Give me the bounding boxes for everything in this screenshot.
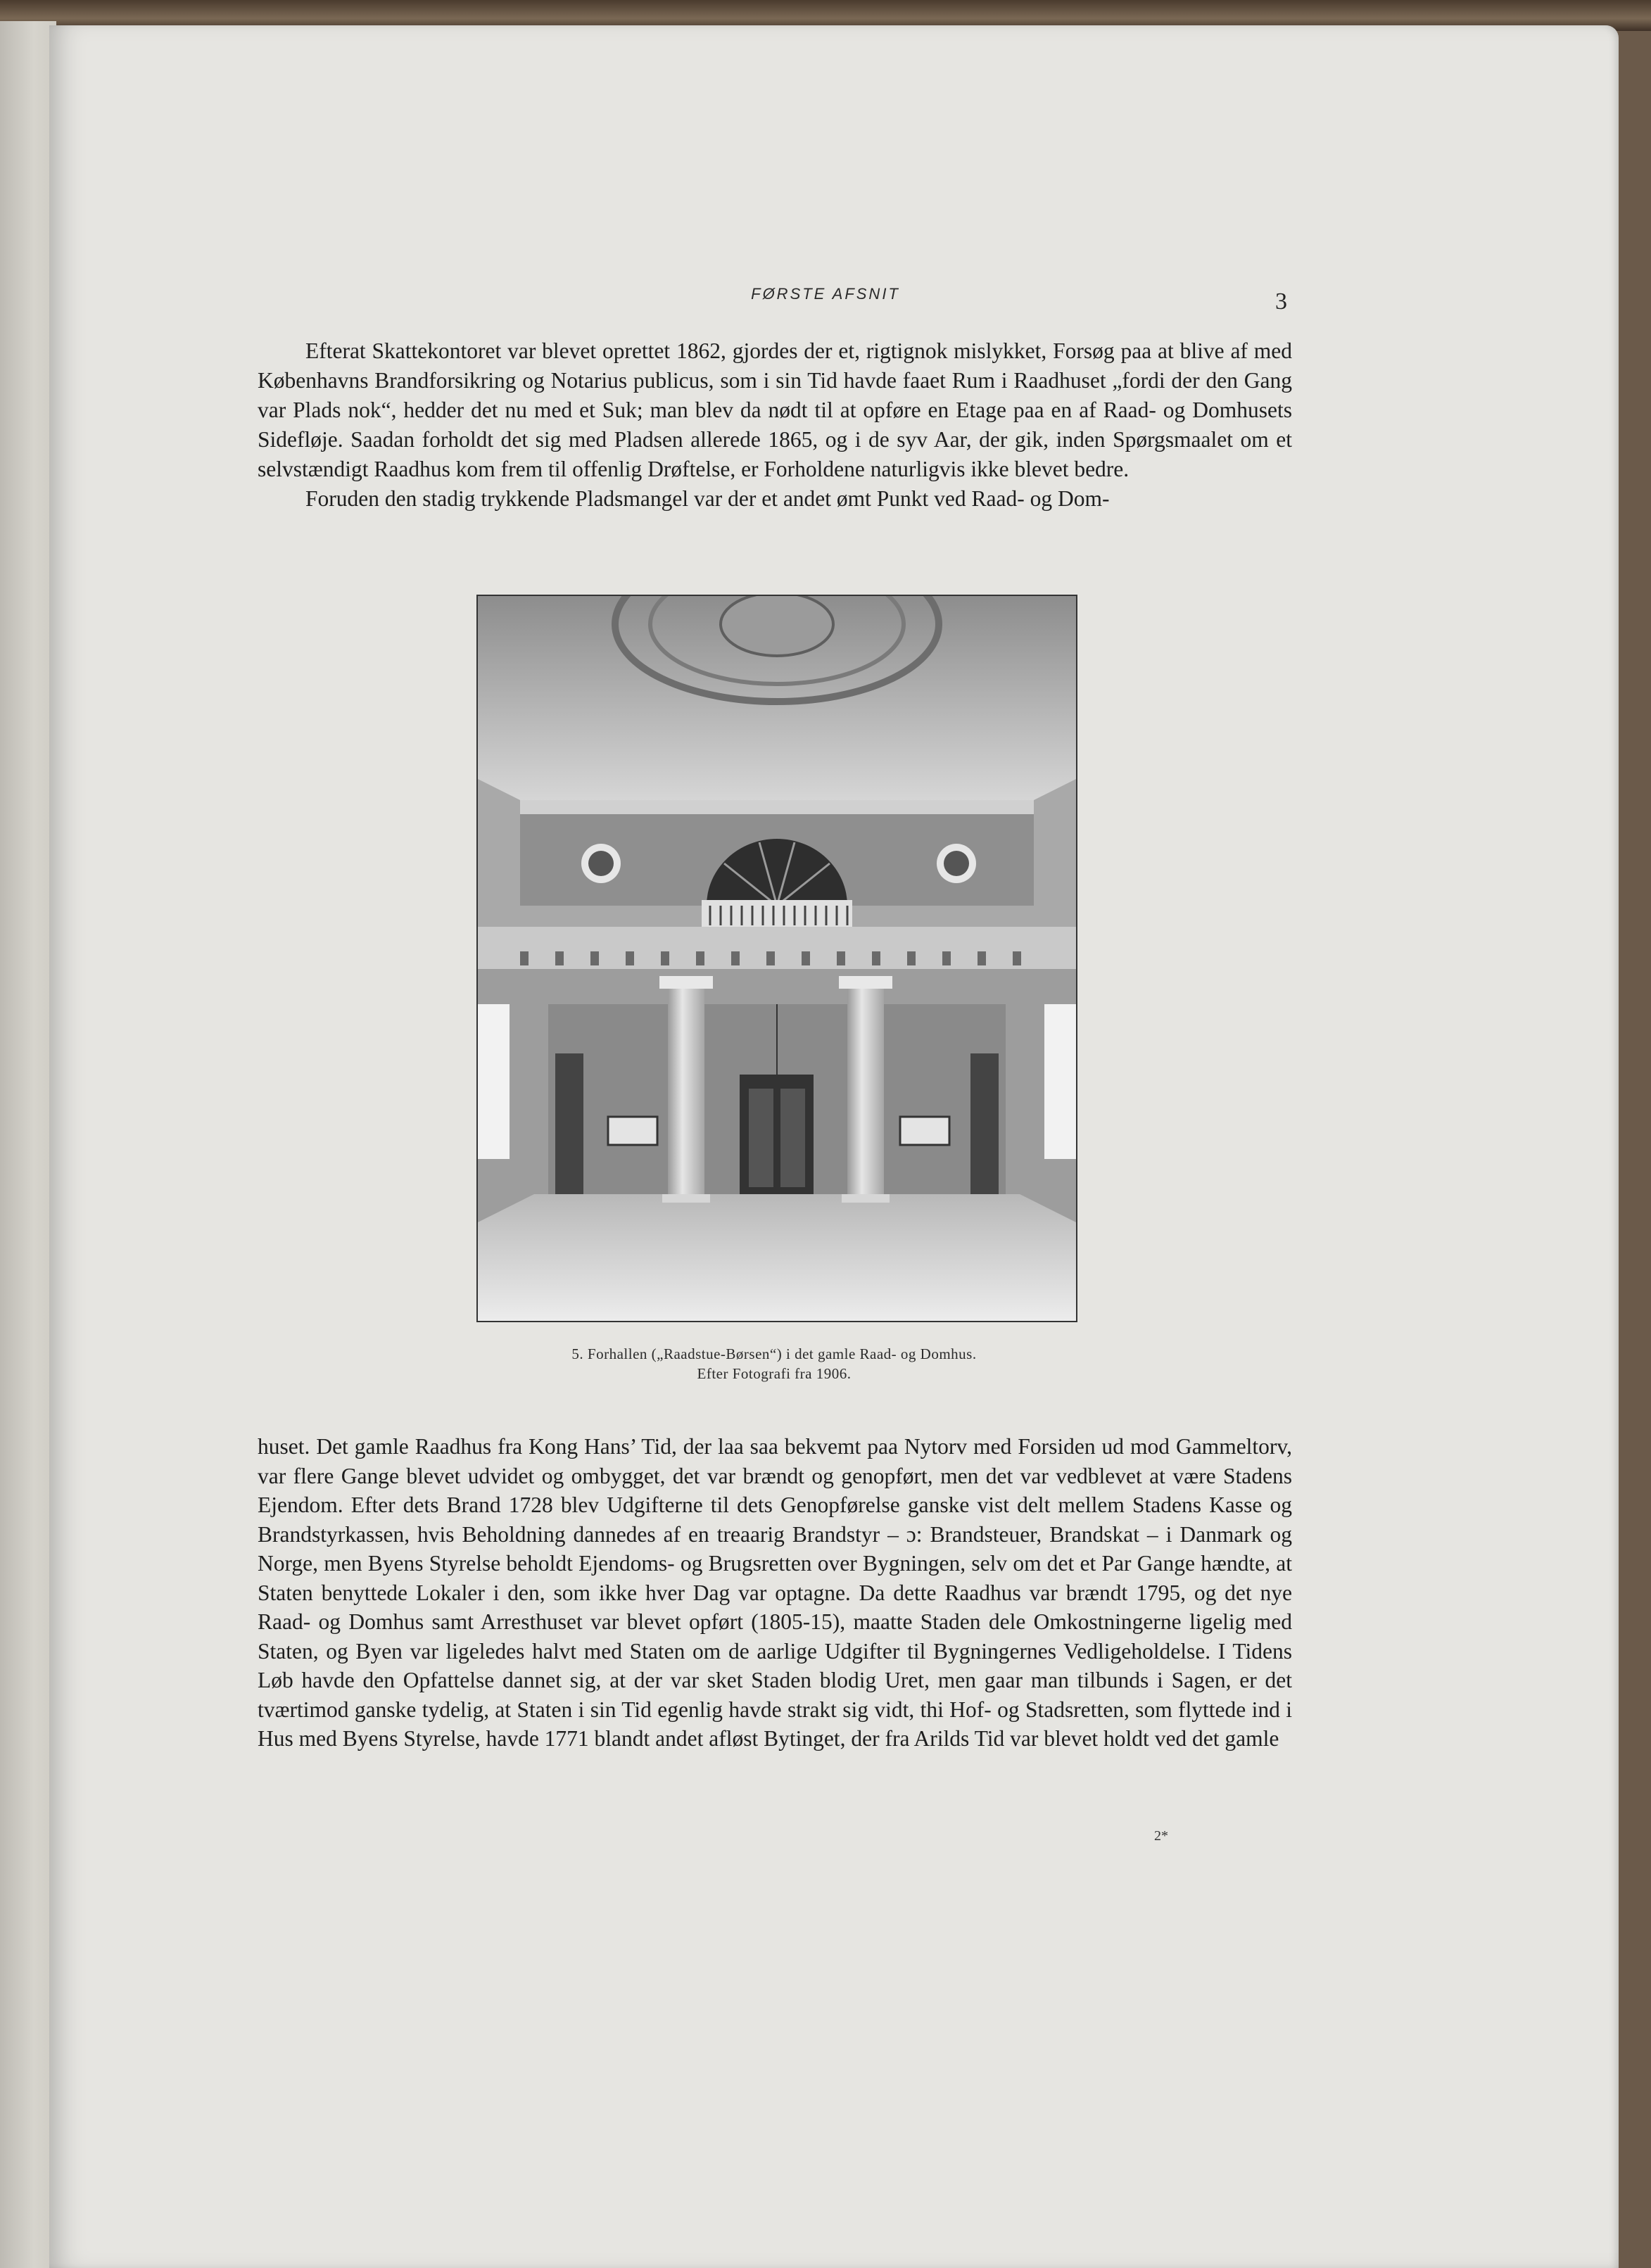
page-number: 3 bbox=[1275, 289, 1287, 315]
running-head: FØRSTE AFSNIT bbox=[751, 285, 900, 303]
figure-photograph-hall bbox=[476, 595, 1077, 1322]
signature-mark: 2* bbox=[1154, 1828, 1168, 1844]
caption-line-2: Efter Fotografi fra 1906. bbox=[697, 1365, 852, 1382]
paragraph-2: Foruden den stadig trykkende Pladsmangel var der et andet ømt Punkt ved Raad- og Dom- bbox=[305, 486, 1110, 511]
paragraph-3: huset. Det gamle Raadhus fra Kong Hans’ Tid, der laa saa bekvemt paa Nytorv med Forsiden ud mod Gammeltorv, var flere Gange blevet udvidet og ombygget, det var brændt og genopført, men det var vedblevet at være Stadens Ejendom. Efter dets Brand 1728 blev Udgifterne til dets Genopførelse ganske vist delt mellem Stadens Kasse og Brandstyrkassen, hvis Beholdning dannedes af en treaarig Brandstyr – ɔ: Brandsteuer, Brandskat – i Danmark og Norge, men Byens Styrelse beholdt Ejendoms- og Brugsretten over Bygningen, selv om det et Par Gange hændte, at Staten benyttede Lokaler i den, som ikke hver Dag var optagne. Da dette Raadhus var brændt 1795, og det nye Raad- og Domhus samt Arresthuset var blevet opført (1805-15), maatte Staden dele Omkostningerne ligelig med Staten, og Byen var ligeledes halvt med Staten om de aarlige Udgifter til Bygningernes Vedligeholdelse. I Tidens Løb havde den Opfattelse dannet sig, at der var sket Staden blodig Uret, men gaar man tilbunds i Sagen, er det tværtimod ganske tydelig, at Staten i sin Tid egenlig havde strakt sig vidt, thi Hof- og Stadsretten, som flyttede ind i Hus med Byens Styrelse, havde 1771 blandt andet afløst Bytinget, der fra Arilds Tid var blevet holdt ved det gamle bbox=[258, 1434, 1292, 1751]
paragraph-1: Efterat Skattekontoret var blevet oprettet 1862, gjordes der et, rigtignok mislykket, Forsøg paa at blive af med Københavns Brandforsikring og Notarius publicus, som i sin Tid havde faaet Rum i Raadhuset „fordi der den Gang var Plads nok“, hedder det nu med et Suk; man blev da nødt til at opføre en Etage paa en af Raad- og Domhusets Sidefløje. Saadan forholdt det sig med Pladsen allerede 1865, og i de syv Aar, der gik, inden Spørgsmaalet om et selvstændigt Raadhus kom frem til offenlig Drøftelse, er Forholdene naturligvis ikke blevet bedre. bbox=[258, 338, 1292, 481]
facing-page-edge bbox=[0, 21, 56, 2268]
hall-illustration bbox=[478, 596, 1076, 1321]
text-block-top bbox=[258, 336, 1292, 514]
caption-line-1: 5. Forhallen („Raadstue-Børsen“) i det gamle Raad- og Domhus. bbox=[571, 1345, 977, 1362]
text-block-bottom bbox=[258, 1432, 1292, 1754]
figure-caption bbox=[436, 1344, 1112, 1383]
